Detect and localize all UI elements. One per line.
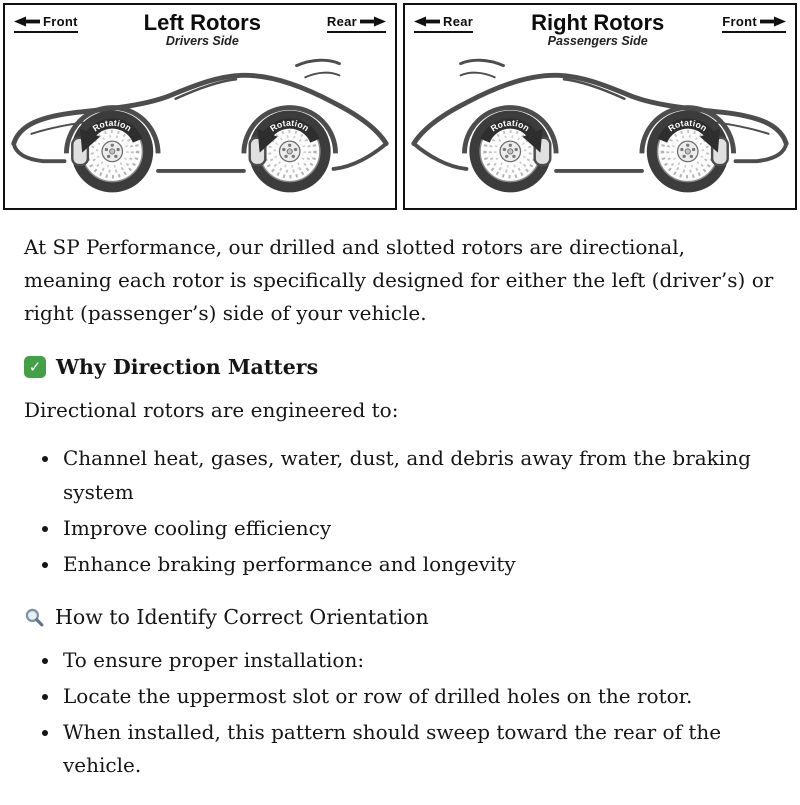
front-label: Front bbox=[722, 14, 757, 29]
front-direction-label bbox=[722, 14, 786, 33]
rotation-label: Rotation bbox=[90, 117, 134, 134]
intro-paragraph: At SP Performance, our drilled and slotted rotors are directional, meaning each rotor is specifically designed for either the left (driver’s) or right (passenger’s) side of your vehicle. bbox=[24, 235, 774, 326]
heading-text: Why Direction Matters bbox=[56, 354, 319, 379]
lead-paragraph: Directional rotors are engineered to: bbox=[24, 398, 399, 423]
rotation-label: Rotation bbox=[268, 117, 312, 134]
front-direction-label bbox=[14, 14, 78, 33]
section-heading-why-direction-matters bbox=[24, 355, 774, 380]
panel-title: Left Rotors bbox=[143, 10, 261, 35]
rear-direction-label bbox=[327, 14, 386, 33]
arrow-left-icon bbox=[414, 16, 440, 27]
list-item: • When installed, this pattern should sweep toward the rear of the vehicle. bbox=[61, 716, 774, 782]
left-rotors-panel bbox=[3, 3, 397, 210]
left-panel-titles bbox=[144, 11, 261, 48]
left-panel-header bbox=[5, 5, 395, 48]
orientation-steps-list bbox=[24, 644, 774, 783]
section-heading-identify-orientation bbox=[24, 605, 774, 630]
list-item: • Locate the uppermost slot or row of drilled holes on the rotor. bbox=[61, 680, 774, 713]
panel-title: Right Rotors bbox=[531, 10, 665, 35]
rotor-direction-diagram bbox=[0, 0, 800, 210]
benefits-list bbox=[24, 442, 774, 581]
right-car-illustration bbox=[405, 50, 795, 206]
list-item: • To ensure proper installation: bbox=[61, 644, 774, 677]
rotation-label: Rotation bbox=[666, 117, 710, 134]
right-panel-titles bbox=[531, 11, 664, 48]
right-panel-header bbox=[405, 5, 795, 48]
rear-direction-label bbox=[414, 14, 473, 33]
rotation-label: Rotation bbox=[488, 117, 532, 134]
article-body bbox=[0, 210, 800, 804]
heading-text: How to Identify Correct Orientation bbox=[55, 605, 429, 630]
panel-subtitle: Drivers Side bbox=[165, 34, 239, 49]
arrow-right-icon bbox=[760, 16, 786, 27]
list-item: • Enhance braking performance and longevity bbox=[61, 548, 774, 581]
arrow-left-icon bbox=[14, 16, 40, 27]
rear-label: Rear bbox=[443, 14, 474, 29]
rear-label: Rear bbox=[326, 14, 357, 29]
list-item: • Channel heat, gases, water, dust, and debris away from the braking system bbox=[61, 442, 774, 508]
arrow-right-icon bbox=[360, 16, 386, 27]
magnifier-icon bbox=[24, 607, 45, 628]
front-label: Front bbox=[43, 14, 78, 29]
left-car-illustration bbox=[5, 50, 395, 206]
check-icon: ✓ bbox=[24, 356, 46, 378]
list-item: • Improve cooling efficiency bbox=[61, 512, 774, 545]
panel-subtitle: Passengers Side bbox=[547, 34, 648, 49]
right-rotors-panel bbox=[403, 3, 797, 210]
